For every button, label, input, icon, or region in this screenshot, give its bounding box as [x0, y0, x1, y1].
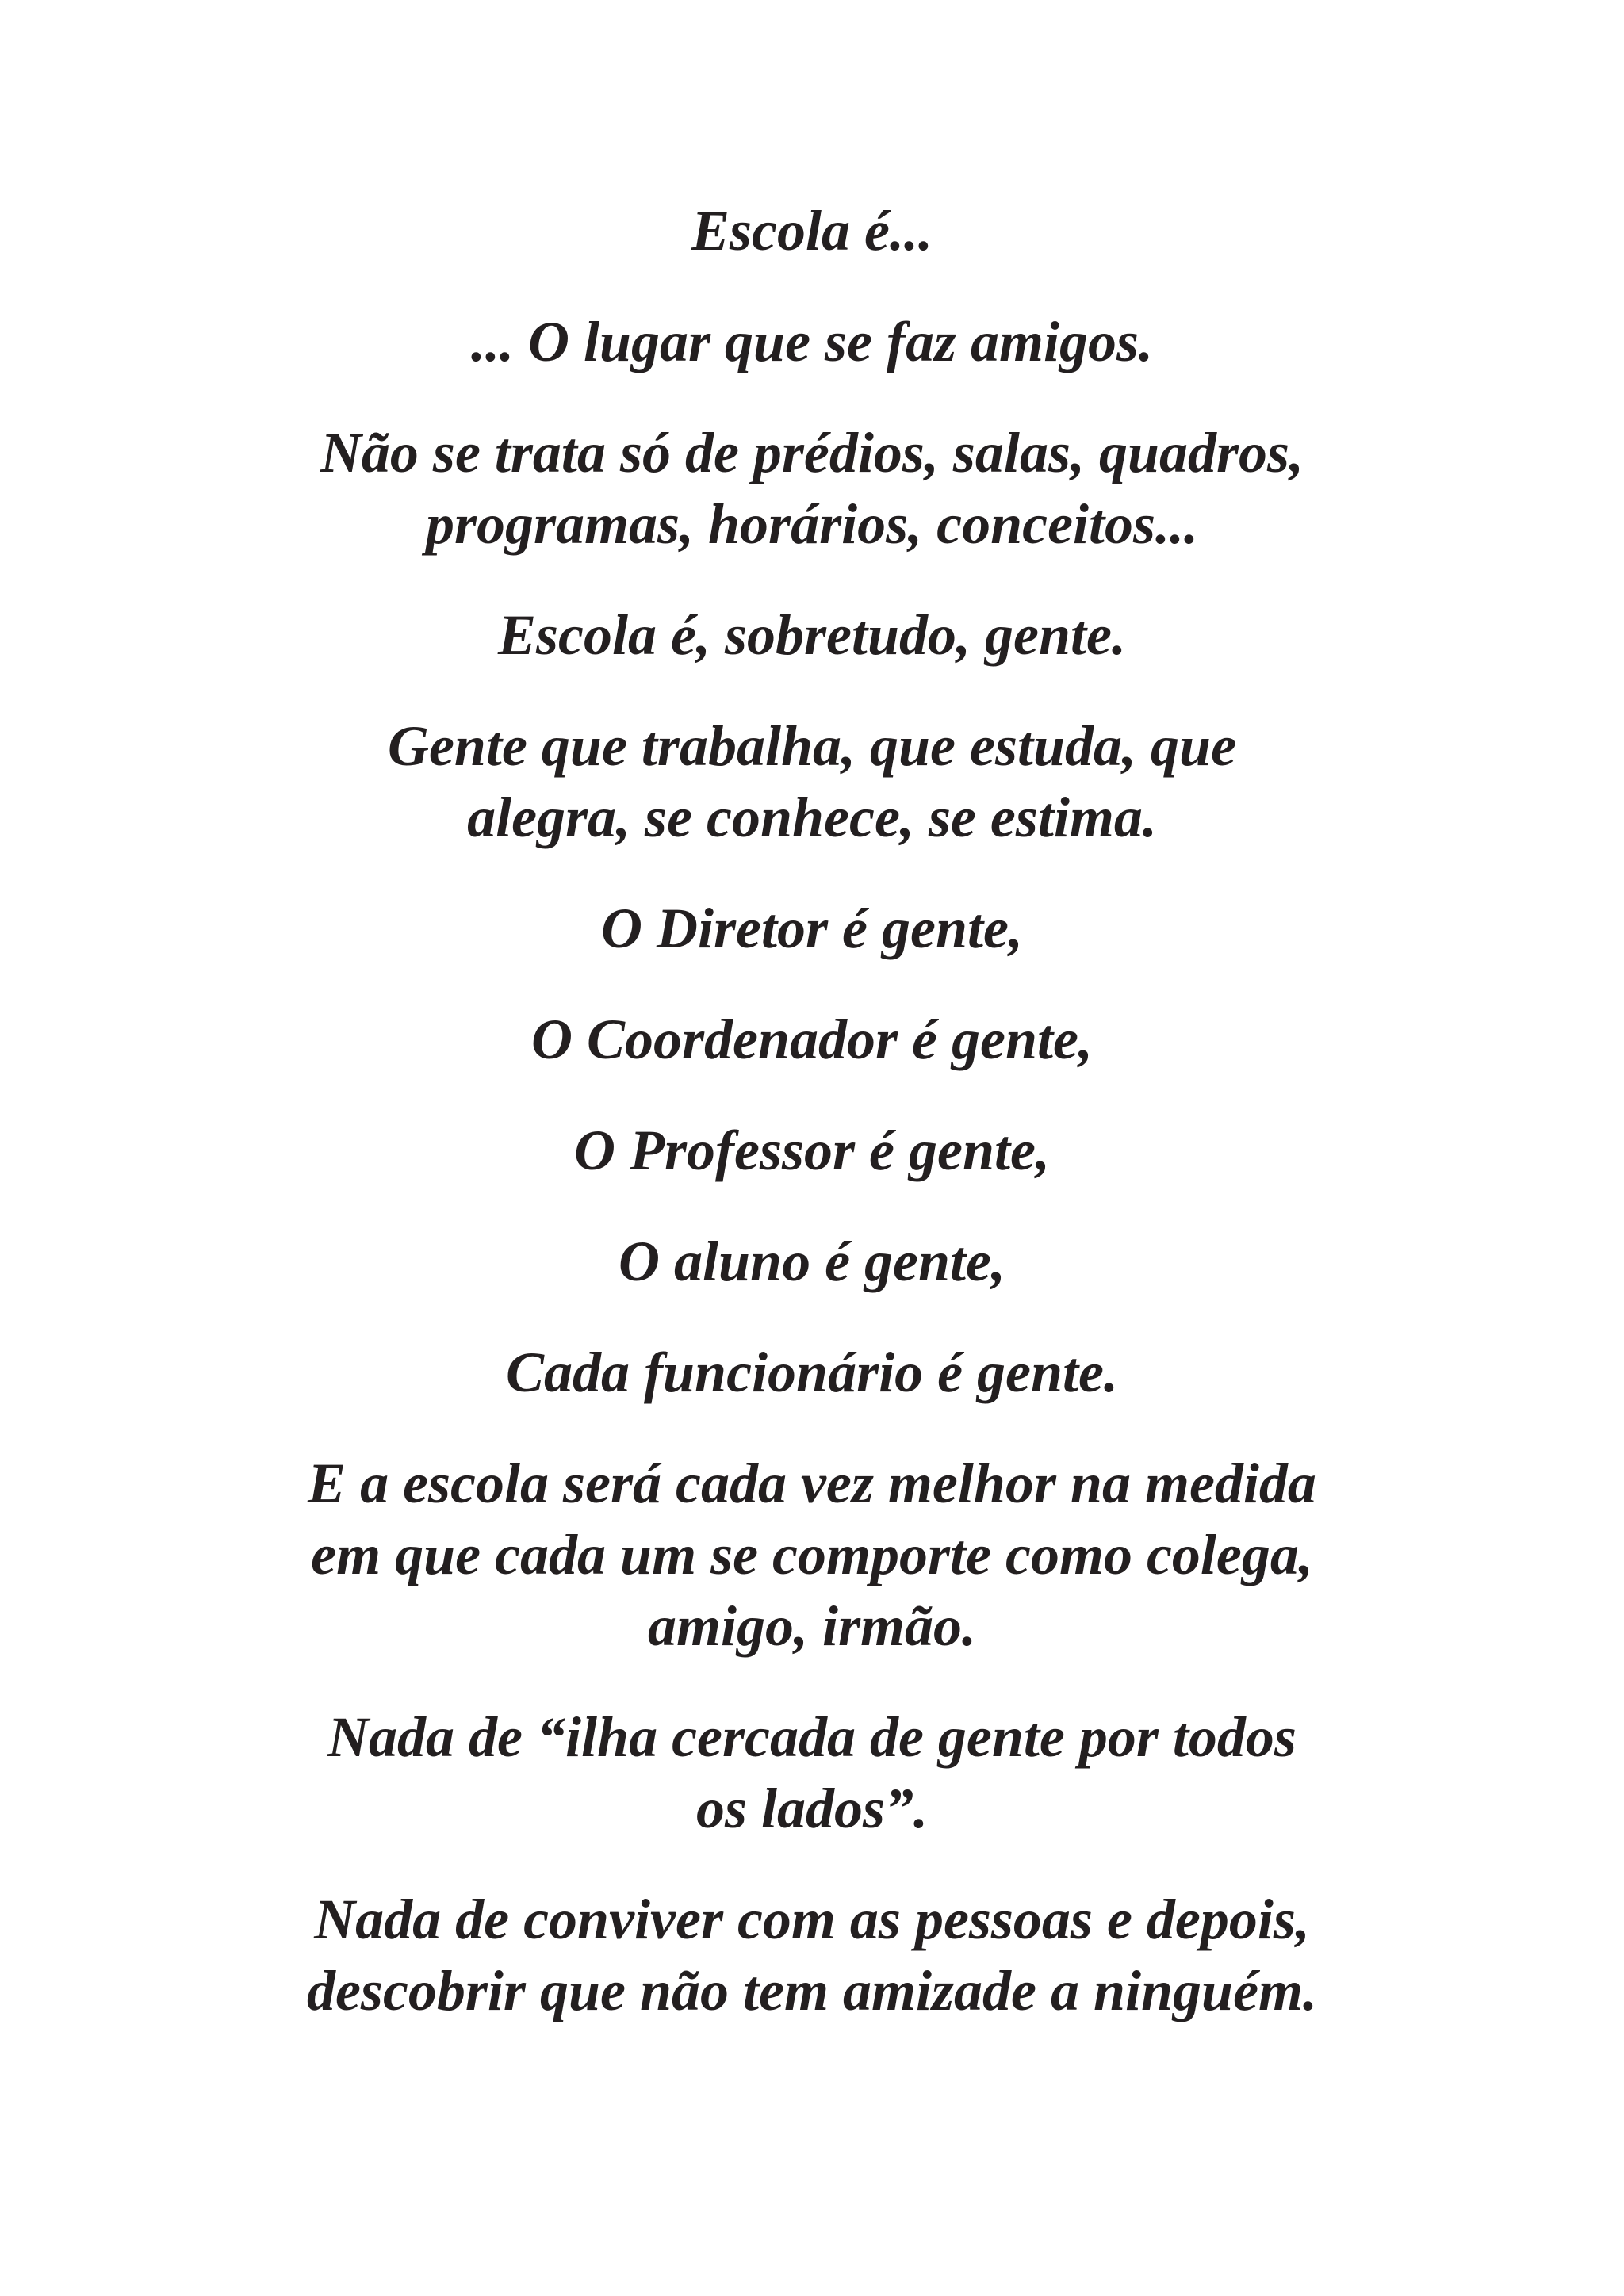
stanza-line: Gente que trabalha, que estuda, que: [387, 714, 1237, 778]
stanza-8: [159, 1115, 1465, 1186]
stanza-line: os lados”.: [695, 1777, 929, 1840]
stanza-1: [159, 195, 1465, 266]
stanza-line: Não se trata só de prédios, salas, quadros,: [320, 421, 1304, 484]
stanza-line: O Coordenador é gente,: [531, 1008, 1093, 1071]
stanza-13: [159, 1884, 1465, 2026]
stanza-6: [159, 893, 1465, 964]
stanza-line: alegra, se conhece, se estima.: [467, 786, 1157, 849]
stanza-5: [159, 710, 1465, 853]
stanza-line: Nada de conviver com as pessoas e depois,: [314, 1888, 1310, 1951]
stanza-line: Nada de “ilha cercada de gente por todos: [327, 1705, 1297, 1769]
stanza-11: [159, 1448, 1465, 1662]
stanza-10: [159, 1337, 1465, 1408]
stanza-line: O Diretor é gente,: [601, 897, 1023, 960]
stanza-4: [159, 599, 1465, 671]
stanza-3: [159, 417, 1465, 560]
stanza-line: ... O lugar que se faz amigos.: [470, 310, 1154, 373]
poem-text: [159, 195, 1465, 2066]
stanza-line: programas, horários, conceitos...: [425, 492, 1199, 556]
stanza-line: O aluno é gente,: [618, 1230, 1005, 1293]
stanza-line: Cada funcionário é gente.: [505, 1341, 1119, 1404]
stanza-2: [159, 306, 1465, 377]
stanza-line: Escola é...: [691, 199, 933, 262]
stanza-12: [159, 1701, 1465, 1844]
stanza-9: [159, 1226, 1465, 1297]
stanza-line: amigo, irmão.: [647, 1594, 977, 1658]
stanza-7: [159, 1004, 1465, 1075]
stanza-line: em que cada um se comporte como colega,: [311, 1523, 1313, 1586]
stanza-line: O Professor é gente,: [574, 1119, 1050, 1182]
stanza-line: descobrir que não tem amizade a ninguém.: [306, 1959, 1318, 2022]
stanza-line: E a escola será cada vez melhor na medida: [308, 1452, 1316, 1515]
stanza-line: Escola é, sobretudo, gente.: [498, 603, 1126, 667]
